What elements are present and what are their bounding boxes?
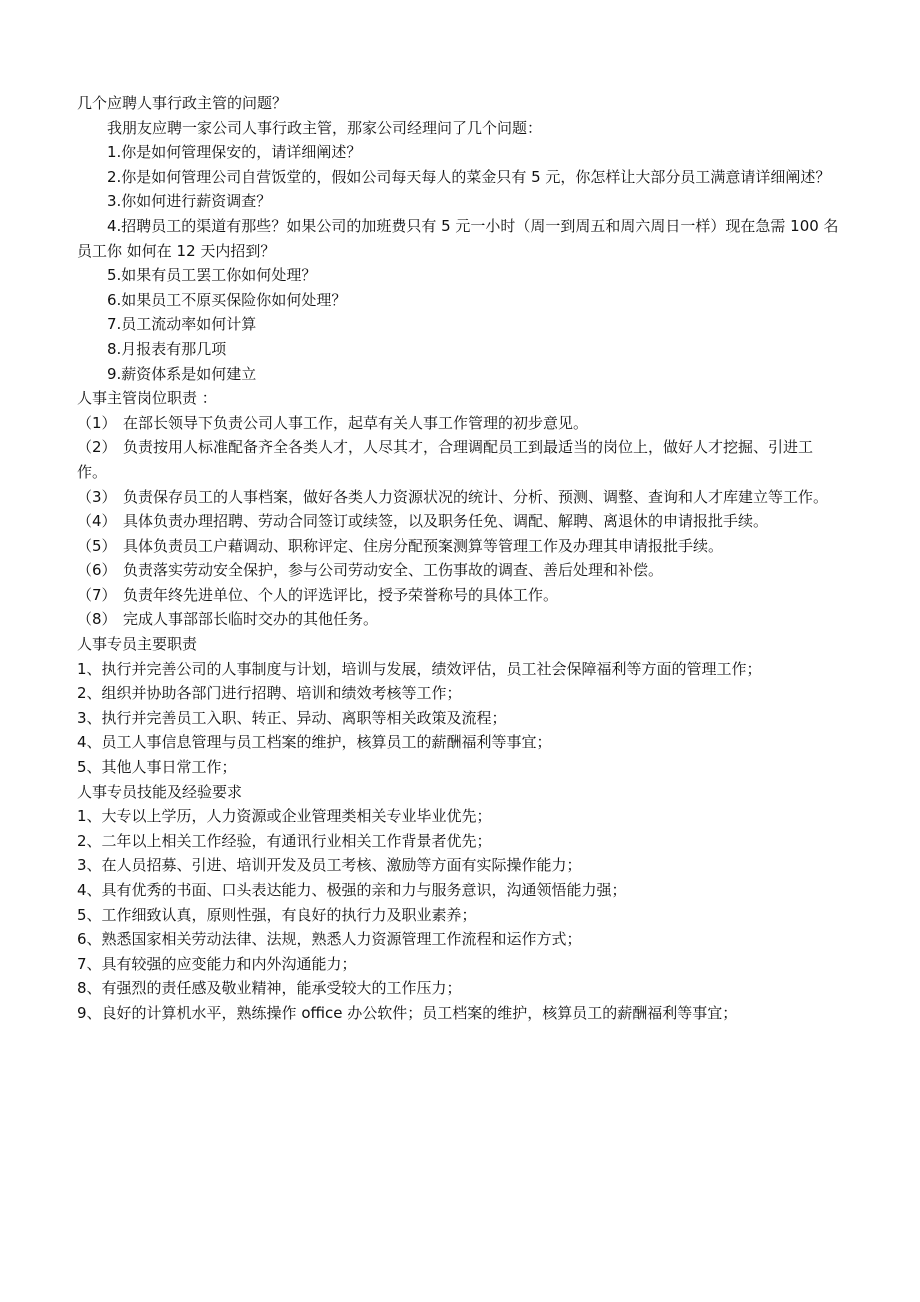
list-item: 1、大专以上学历，人力资源或企业管理类相关专业毕业优先； <box>77 807 492 826</box>
list-item: 1、执行并完善公司的人事制度与计划，培训与发展，绩效评估，员工社会保障福利等方面的管理工作； <box>77 659 762 678</box>
specialist-requirement-list <box>77 804 842 1025</box>
duty-number: （2） <box>77 438 117 457</box>
duty-text: 完成人事部部长临时交办的其他任务。 <box>123 610 379 629</box>
duty-number: （4） <box>77 512 117 531</box>
specialist-duty-list <box>77 657 842 780</box>
question-item: 5.如果有员工罢工你如何处理？ <box>107 266 317 285</box>
list-item: 8、有强烈的责任感及敬业精神，能承受较大的工作压力； <box>77 979 462 998</box>
question-item: 3.你如何进行薪资调查？ <box>107 192 272 211</box>
duty-item <box>77 534 842 559</box>
duty-item <box>77 583 842 608</box>
section-heading-supervisor-duties: 人事主管岗位职责 ： <box>77 389 217 408</box>
question-item: 8.月报表有那几项 <box>107 339 227 358</box>
duty-number: （7） <box>77 585 117 604</box>
list-item: 6、熟悉国家相关劳动法律、法规，熟悉人力资源管理工作流程和运作方式； <box>77 930 582 949</box>
document-title: 几个应聘人事行政主管的问题？ <box>77 94 288 112</box>
list-item: 2、二年以上相关工作经验，有通讯行业相关工作背景者优先； <box>77 831 492 850</box>
duty-text: 负责保存员工的人事档案，做好各类人力资源状况的统计、分析、预测、调整、查询和人才库建立等工作。 <box>123 487 829 506</box>
duty-number: （8） <box>77 610 117 629</box>
question-item: 6.如果员工不原买保险你如何处理？ <box>107 290 347 309</box>
duty-text: 具体负责办理招聘、劳动合同签订或续签，以及职务任免、调配、解聘、离退休的申请报批手续。 <box>123 512 769 531</box>
list-item: 4、具有优秀的书面、口头表达能力、极强的亲和力与服务意识，沟通领悟能力强； <box>77 881 627 899</box>
question-item: 7.员工流动率如何计算 <box>107 315 257 334</box>
duty-number: （1） <box>77 413 117 432</box>
list-item: 3、执行并完善员工入职、转正、异动、离职等相关政策及流程； <box>77 708 507 727</box>
list-item: 2、组织并协助各部门进行招聘、培训和绩效考核等工作； <box>77 684 462 703</box>
duty-number: （6） <box>77 561 117 580</box>
section-heading-specialist-duties: 人事专员主要职责 <box>77 635 198 654</box>
question-item: 9.薪资体系是如何建立 <box>107 364 257 383</box>
duty-item <box>77 558 842 583</box>
intro-text: 我朋友应聘一家公司人事行政主管，那家公司经理问了几个问题： <box>107 118 543 137</box>
duty-item <box>77 607 842 632</box>
duty-item <box>77 509 842 534</box>
question-list <box>77 140 842 386</box>
duty-item <box>77 435 842 484</box>
question-item: 1.你是如何管理保安的，请详细阐述？ <box>107 143 362 162</box>
supervisor-duty-list <box>77 411 842 632</box>
duty-text: 负责按用人标准配备齐全各类人才，人尽其才，合理调配员工到最适当的岗位上，做好人才挖掘、引进工作。 <box>77 438 814 481</box>
duty-text: 具体负责员工户藉调动、职称评定、住房分配预案测算等管理工作及办理其申请报批手续。 <box>123 536 724 555</box>
list-item: 3、在人员招募、引进、培训开发及员工考核、激励等方面有实际操作能力； <box>77 856 582 875</box>
list-item: 9、良好的计算机水平，熟练操作 office 办公软件；员工档案的维护，核算员工的薪酬福利等事宜； <box>77 1003 738 1022</box>
duty-item <box>77 411 842 436</box>
duty-text: 在部长领导下负责公司人事工作，起草有关人事工作管理的初步意见。 <box>123 413 589 432</box>
question-item: 4.招聘员工的渠道有那些？如果公司的加班费只有 5 元一小时（周一到周五和周六周日一样）现在急需 100 名员工你 如何在 12 天内招到？ <box>77 216 839 260</box>
list-item: 5、其他人事日常工作； <box>77 758 237 777</box>
list-item: 4、员工人事信息管理与员工档案的维护，核算员工的薪酬福利等事宜； <box>77 733 552 752</box>
duty-text: 负责年终先进单位、个人的评选评比，授予荣誉称号的具体工作。 <box>123 585 559 604</box>
duty-item <box>77 485 842 510</box>
duty-text: 负责落实劳动安全保护，参与公司劳动安全、工伤事故的调查、善后处理和补偿。 <box>123 561 664 580</box>
section-heading-specialist-requirements: 人事专员技能及经验要求 <box>77 782 243 801</box>
question-item: 2.你是如何管理公司自营饭堂的，假如公司每天每人的菜金只有 5 元，你怎样让大部分员工满意请详细阐述？ <box>107 167 831 186</box>
list-item: 7、具有较强的应变能力和内外沟通能力； <box>77 954 357 973</box>
duty-number: （5） <box>77 536 117 555</box>
duty-number: （3） <box>77 487 117 506</box>
list-item: 5、工作细致认真，原则性强，有良好的执行力及职业素养； <box>77 905 477 924</box>
